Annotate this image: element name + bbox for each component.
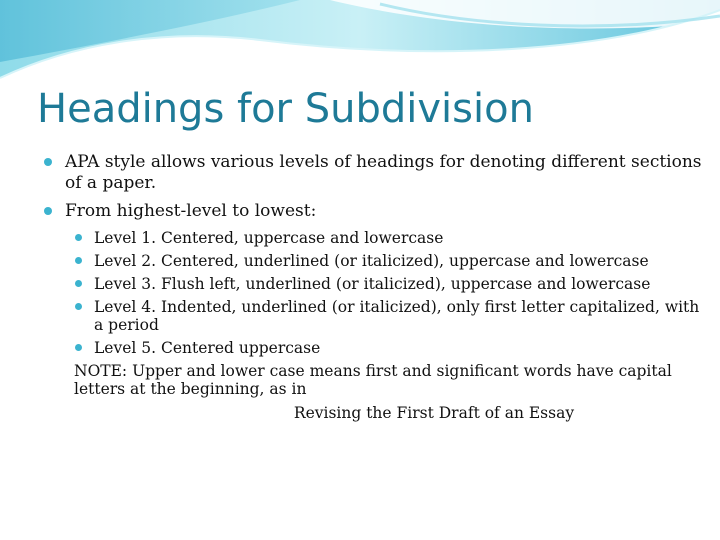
bullet-item <box>44 152 704 194</box>
header-wave-decoration <box>0 0 720 90</box>
bullet-dot-icon <box>44 207 52 215</box>
sub-bullet-item <box>74 275 704 293</box>
sub-bullet-text: Level 5. Centered uppercase <box>94 339 321 357</box>
bullet-dot-icon <box>75 303 82 310</box>
sub-bullet-item <box>74 229 704 247</box>
slide-body <box>44 152 704 422</box>
slide-title: Headings for Subdivision <box>37 86 534 132</box>
bullet-text: From highest-level to lowest: <box>65 201 317 221</box>
bullet-text: APA style allows various levels of headings for denoting different sections of a paper. <box>65 152 702 193</box>
bullet-dot-icon <box>75 234 82 241</box>
sub-bullet-item <box>74 298 704 334</box>
bullet-dot-icon <box>75 280 82 287</box>
sub-bullet-text: Level 1. Centered, uppercase and lowercase <box>94 229 444 247</box>
sub-bullet-text: Level 2. Centered, underlined (or italicized), uppercase and lowercase <box>94 252 649 270</box>
bullet-dot-icon <box>75 257 82 264</box>
bullet-item <box>44 201 704 222</box>
note-text: NOTE: Upper and lower case means first and significant words have capital letters at the beginning, as in <box>74 362 672 398</box>
example-title: Revising the First Draft of an Essay <box>293 404 575 422</box>
sub-bullet-item <box>74 252 704 270</box>
sub-bullet-text: Level 4. Indented, underlined (or italicized), only first letter capitalized, with a period <box>94 298 700 334</box>
bullet-dot-icon <box>75 344 82 351</box>
sub-bullet-item <box>74 339 704 357</box>
sub-bullet-text: Level 3. Flush left, underlined (or italicized), uppercase and lowercase <box>94 275 651 293</box>
bullet-dot-icon <box>44 158 52 166</box>
